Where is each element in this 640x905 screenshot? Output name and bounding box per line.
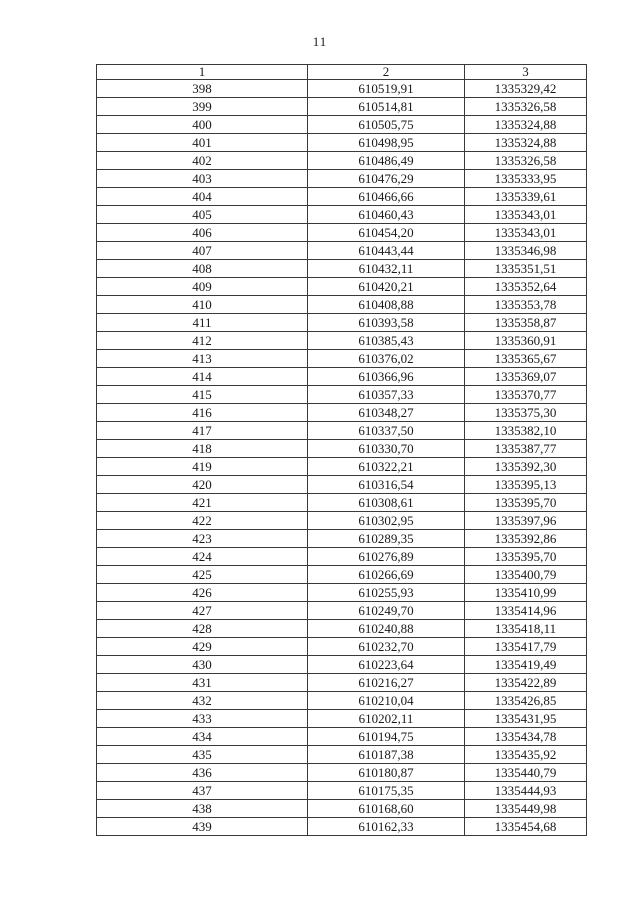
table-row [97, 260, 587, 278]
table-row [97, 638, 587, 656]
x-coordinate-cell: 610289,35 [308, 530, 465, 548]
x-coordinate-cell: 610443,44 [308, 242, 465, 260]
table-row [97, 458, 587, 476]
table-header-row [97, 65, 587, 80]
point-number-cell: 400 [97, 116, 308, 134]
table-row [97, 674, 587, 692]
table-row [97, 764, 587, 782]
table-row [97, 494, 587, 512]
x-coordinate-cell: 610175,35 [308, 782, 465, 800]
y-coordinate-cell: 1335392,86 [465, 530, 587, 548]
x-coordinate-cell: 610432,11 [308, 260, 465, 278]
y-coordinate-cell: 1335454,68 [465, 818, 587, 836]
table-row [97, 314, 587, 332]
x-coordinate-cell: 610420,21 [308, 278, 465, 296]
table-row [97, 134, 587, 152]
y-coordinate-cell: 1335426,85 [465, 692, 587, 710]
x-coordinate-cell: 610202,11 [308, 710, 465, 728]
point-number-cell: 414 [97, 368, 308, 386]
y-coordinate-cell: 1335400,79 [465, 566, 587, 584]
point-number-cell: 421 [97, 494, 308, 512]
table-row [97, 170, 587, 188]
point-number-cell: 409 [97, 278, 308, 296]
y-coordinate-cell: 1335333,95 [465, 170, 587, 188]
x-coordinate-cell: 610187,38 [308, 746, 465, 764]
y-coordinate-cell: 1335397,96 [465, 512, 587, 530]
y-coordinate-cell: 1335382,10 [465, 422, 587, 440]
y-coordinate-cell: 1335449,98 [465, 800, 587, 818]
y-coordinate-cell: 1335353,78 [465, 296, 587, 314]
table-row [97, 224, 587, 242]
x-coordinate-cell: 610519,91 [308, 80, 465, 98]
y-coordinate-cell: 1335395,70 [465, 494, 587, 512]
y-coordinate-cell: 1335387,77 [465, 440, 587, 458]
point-number-cell: 406 [97, 224, 308, 242]
point-number-cell: 427 [97, 602, 308, 620]
x-coordinate-cell: 610460,43 [308, 206, 465, 224]
y-coordinate-cell: 1335358,87 [465, 314, 587, 332]
point-number-cell: 439 [97, 818, 308, 836]
y-coordinate-cell: 1335343,01 [465, 206, 587, 224]
y-coordinate-cell: 1335395,70 [465, 548, 587, 566]
y-coordinate-cell: 1335343,01 [465, 224, 587, 242]
table-row [97, 152, 587, 170]
x-coordinate-cell: 610476,29 [308, 170, 465, 188]
table-row [97, 368, 587, 386]
x-coordinate-cell: 610408,88 [308, 296, 465, 314]
table-row [97, 800, 587, 818]
y-coordinate-cell: 1335434,78 [465, 728, 587, 746]
table-row [97, 206, 587, 224]
y-coordinate-cell: 1335324,88 [465, 116, 587, 134]
point-number-cell: 416 [97, 404, 308, 422]
table-body [97, 80, 587, 836]
x-coordinate-cell: 610348,27 [308, 404, 465, 422]
table-row [97, 296, 587, 314]
table-row [97, 188, 587, 206]
x-coordinate-cell: 610232,70 [308, 638, 465, 656]
table-row [97, 476, 587, 494]
x-coordinate-cell: 610498,95 [308, 134, 465, 152]
table-row [97, 602, 587, 620]
y-coordinate-cell: 1335324,88 [465, 134, 587, 152]
y-coordinate-cell: 1335326,58 [465, 152, 587, 170]
point-number-cell: 410 [97, 296, 308, 314]
x-coordinate-cell: 610316,54 [308, 476, 465, 494]
point-number-cell: 411 [97, 314, 308, 332]
y-coordinate-cell: 1335365,67 [465, 350, 587, 368]
table-row [97, 404, 587, 422]
point-number-cell: 426 [97, 584, 308, 602]
point-number-cell: 436 [97, 764, 308, 782]
point-number-cell: 404 [97, 188, 308, 206]
point-number-cell: 415 [97, 386, 308, 404]
x-coordinate-cell: 610466,66 [308, 188, 465, 206]
column-header-2: 2 [308, 65, 465, 80]
point-number-cell: 431 [97, 674, 308, 692]
x-coordinate-cell: 610266,69 [308, 566, 465, 584]
table-row [97, 512, 587, 530]
y-coordinate-cell: 1335422,89 [465, 674, 587, 692]
point-number-cell: 402 [97, 152, 308, 170]
table-row [97, 692, 587, 710]
y-coordinate-cell: 1335444,93 [465, 782, 587, 800]
point-number-cell: 401 [97, 134, 308, 152]
table-row [97, 746, 587, 764]
point-number-cell: 437 [97, 782, 308, 800]
point-number-cell: 419 [97, 458, 308, 476]
point-number-cell: 398 [97, 80, 308, 98]
y-coordinate-cell: 1335352,64 [465, 278, 587, 296]
point-number-cell: 413 [97, 350, 308, 368]
page-number: 11 [312, 34, 328, 49]
point-number-cell: 430 [97, 656, 308, 674]
x-coordinate-cell: 610223,64 [308, 656, 465, 674]
y-coordinate-cell: 1335392,30 [465, 458, 587, 476]
x-coordinate-cell: 610376,02 [308, 350, 465, 368]
y-coordinate-cell: 1335431,95 [465, 710, 587, 728]
y-coordinate-cell: 1335369,07 [465, 368, 587, 386]
table-row [97, 116, 587, 134]
y-coordinate-cell: 1335414,96 [465, 602, 587, 620]
point-number-cell: 423 [97, 530, 308, 548]
y-coordinate-cell: 1335339,61 [465, 188, 587, 206]
y-coordinate-cell: 1335329,42 [465, 80, 587, 98]
table-row [97, 728, 587, 746]
x-coordinate-cell: 610366,96 [308, 368, 465, 386]
x-coordinate-cell: 610486,49 [308, 152, 465, 170]
table-row [97, 98, 587, 116]
point-number-cell: 412 [97, 332, 308, 350]
x-coordinate-cell: 610393,58 [308, 314, 465, 332]
table-row [97, 656, 587, 674]
table-row [97, 584, 587, 602]
table-row [97, 620, 587, 638]
table-row [97, 530, 587, 548]
x-coordinate-cell: 610330,70 [308, 440, 465, 458]
y-coordinate-cell: 1335440,79 [465, 764, 587, 782]
point-number-cell: 405 [97, 206, 308, 224]
point-number-cell: 408 [97, 260, 308, 278]
x-coordinate-cell: 610194,75 [308, 728, 465, 746]
x-coordinate-cell: 610180,87 [308, 764, 465, 782]
table-row [97, 782, 587, 800]
x-coordinate-cell: 610276,89 [308, 548, 465, 566]
point-number-cell: 435 [97, 746, 308, 764]
x-coordinate-cell: 610505,75 [308, 116, 465, 134]
table-row [97, 350, 587, 368]
point-number-cell: 417 [97, 422, 308, 440]
x-coordinate-cell: 610337,50 [308, 422, 465, 440]
y-coordinate-cell: 1335418,11 [465, 620, 587, 638]
y-coordinate-cell: 1335326,58 [465, 98, 587, 116]
x-coordinate-cell: 610216,27 [308, 674, 465, 692]
table-row [97, 278, 587, 296]
x-coordinate-cell: 610162,33 [308, 818, 465, 836]
table-row [97, 242, 587, 260]
y-coordinate-cell: 1335346,98 [465, 242, 587, 260]
table-row [97, 818, 587, 836]
table-row [97, 440, 587, 458]
x-coordinate-cell: 610249,70 [308, 602, 465, 620]
point-number-cell: 434 [97, 728, 308, 746]
column-header-1: 1 [97, 65, 308, 80]
point-number-cell: 429 [97, 638, 308, 656]
x-coordinate-cell: 610514,81 [308, 98, 465, 116]
table-row [97, 80, 587, 98]
y-coordinate-cell: 1335395,13 [465, 476, 587, 494]
x-coordinate-cell: 610322,21 [308, 458, 465, 476]
y-coordinate-cell: 1335375,30 [465, 404, 587, 422]
y-coordinate-cell: 1335419,49 [465, 656, 587, 674]
table-row [97, 386, 587, 404]
x-coordinate-cell: 610210,04 [308, 692, 465, 710]
point-number-cell: 425 [97, 566, 308, 584]
x-coordinate-cell: 610357,33 [308, 386, 465, 404]
table-row [97, 548, 587, 566]
point-number-cell: 420 [97, 476, 308, 494]
x-coordinate-cell: 610454,20 [308, 224, 465, 242]
y-coordinate-cell: 1335410,99 [465, 584, 587, 602]
y-coordinate-cell: 1335435,92 [465, 746, 587, 764]
point-number-cell: 428 [97, 620, 308, 638]
x-coordinate-cell: 610302,95 [308, 512, 465, 530]
point-number-cell: 407 [97, 242, 308, 260]
x-coordinate-cell: 610255,93 [308, 584, 465, 602]
y-coordinate-cell: 1335351,51 [465, 260, 587, 278]
x-coordinate-cell: 610240,88 [308, 620, 465, 638]
point-number-cell: 399 [97, 98, 308, 116]
coordinates-table [96, 64, 587, 836]
point-number-cell: 403 [97, 170, 308, 188]
table-row [97, 332, 587, 350]
y-coordinate-cell: 1335370,77 [465, 386, 587, 404]
point-number-cell: 418 [97, 440, 308, 458]
point-number-cell: 432 [97, 692, 308, 710]
y-coordinate-cell: 1335417,79 [465, 638, 587, 656]
x-coordinate-cell: 610168,60 [308, 800, 465, 818]
point-number-cell: 424 [97, 548, 308, 566]
point-number-cell: 438 [97, 800, 308, 818]
table-row [97, 566, 587, 584]
x-coordinate-cell: 610385,43 [308, 332, 465, 350]
column-header-3: 3 [465, 65, 587, 80]
point-number-cell: 422 [97, 512, 308, 530]
point-number-cell: 433 [97, 710, 308, 728]
table-row [97, 422, 587, 440]
y-coordinate-cell: 1335360,91 [465, 332, 587, 350]
table-row [97, 710, 587, 728]
x-coordinate-cell: 610308,61 [308, 494, 465, 512]
